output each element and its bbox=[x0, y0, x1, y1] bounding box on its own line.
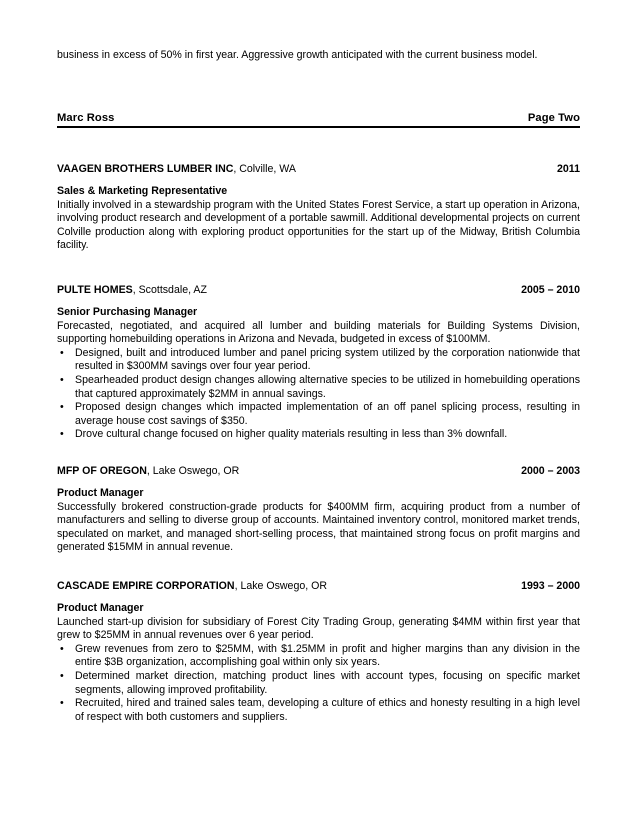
list-item bbox=[57, 697, 580, 724]
job-entry-cascade bbox=[57, 580, 580, 724]
bullet-text: Determined market direction, matching product lines with account types, focusing on specific market segments, allowing improved profitability. bbox=[75, 669, 580, 696]
job-company-line bbox=[57, 163, 296, 177]
bullet-icon: • bbox=[60, 669, 64, 682]
job-entry-vaagen bbox=[57, 163, 580, 253]
header-name: Marc Ross bbox=[57, 112, 115, 124]
bullet-text: Designed, built and introduced lumber and panel pricing system utilized by the corporation nationwide that resulted in $300MM savings over four year period. bbox=[75, 346, 580, 373]
bullet-icon: • bbox=[60, 428, 64, 441]
job-summary: Launched start-up division for subsidiary of Forest City Trading Group, generating $4MM within first year that grew to $25MM in annual revenues over 6 year period. bbox=[57, 615, 580, 642]
list-item bbox=[57, 428, 580, 442]
job-company: VAAGEN BROTHERS LUMBER INC bbox=[57, 163, 234, 175]
job-location: , Lake Oswego, OR bbox=[234, 580, 328, 592]
job-title: Product Manager bbox=[57, 602, 144, 614]
header-page-label: Page Two bbox=[527, 112, 580, 124]
job-dates: 2005 – 2010 bbox=[521, 284, 580, 296]
header-rule bbox=[57, 126, 580, 128]
list-item bbox=[57, 643, 580, 670]
bullet-icon: • bbox=[60, 346, 64, 359]
bullet-icon: • bbox=[60, 373, 64, 386]
job-heading bbox=[57, 580, 580, 594]
bullet-text: Proposed design changes which impacted implementation of an off panel splicing process, resulting in average house cost savings of $350. bbox=[75, 401, 580, 427]
list-item bbox=[57, 401, 580, 428]
job-title: Product Manager bbox=[57, 487, 144, 499]
bullet-icon: • bbox=[60, 697, 64, 710]
list-item bbox=[57, 670, 580, 697]
job-entry-pulte bbox=[57, 284, 580, 442]
job-bullets bbox=[57, 643, 580, 725]
bullet-text: Grew revenues from zero to $25MM, with $1.25MM in profit and higher margins than any division in the entire $3B organization, accomplishing goal within only six years. bbox=[75, 642, 580, 669]
job-entry-mfp bbox=[57, 465, 580, 555]
job-company: CASCADE EMPIRE CORPORATION bbox=[57, 580, 235, 592]
job-summary: Initially involved in a stewardship program with the United States Forest Service, a start up operation in Arizona, involving product research and development of a portable sawmill. Additional developmental projects on current Colville production along with exploring product opportunities for the start up of the Midway, British Columbia facility. bbox=[57, 198, 580, 252]
bullet-text: Drove cultural change focused on higher quality materials resulting in less than 3% downfall. bbox=[75, 428, 508, 441]
job-title: Senior Purchasing Manager bbox=[57, 306, 198, 318]
job-company-line bbox=[57, 580, 327, 594]
job-dates: 2011 bbox=[557, 163, 580, 175]
job-company-line bbox=[57, 465, 239, 479]
list-item bbox=[57, 374, 580, 401]
job-location: , Lake Oswego, OR bbox=[146, 465, 240, 477]
job-summary: Forecasted, negotiated, and acquired all lumber and building materials for Building Systems Division, supporting homebuilding operations in Arizona and Nevada, budgeted in excess of $100MM. bbox=[57, 319, 580, 346]
job-location: , Colville, WA bbox=[233, 163, 296, 175]
bullet-icon: • bbox=[60, 401, 64, 414]
job-location: , Scottsdale, AZ bbox=[132, 284, 207, 296]
job-dates: 2000 – 2003 bbox=[521, 465, 580, 477]
bullet-text: Spearheaded product design changes allowing alternative species to be utilized in homebuilding operations that captured approximately $2MM in annual savings. bbox=[75, 373, 580, 400]
list-item bbox=[57, 347, 580, 374]
job-company: MFP OF OREGON bbox=[57, 465, 147, 477]
job-dates: 1993 – 2000 bbox=[521, 580, 580, 592]
job-heading bbox=[57, 163, 580, 177]
bullet-icon: • bbox=[60, 642, 64, 655]
job-company-line bbox=[57, 284, 207, 298]
carryover-text: business in excess of 50% in first year. Aggressive growth anticipated with the current business model. bbox=[57, 49, 538, 61]
job-heading bbox=[57, 284, 580, 298]
job-title: Sales & Marketing Representative bbox=[57, 185, 228, 197]
job-heading bbox=[57, 465, 580, 479]
job-summary: Successfully brokered construction-grade products for $400MM firm, acquiring product from a number of manufacturers and selling to diverse group of accounts. Maintained inventory control, monitored market trends, speculated on market, and managed short-selling process, that maintained strong focus on profit margins and generated $15MM in annual revenue. bbox=[57, 500, 580, 554]
job-company: PULTE HOMES bbox=[57, 284, 133, 296]
bullet-text: Recruited, hired and trained sales team, developing a culture of ethics and honesty resulting in a high level of respect with both customers and suppliers. bbox=[75, 697, 580, 723]
page-header bbox=[57, 112, 580, 128]
job-bullets bbox=[57, 347, 580, 442]
